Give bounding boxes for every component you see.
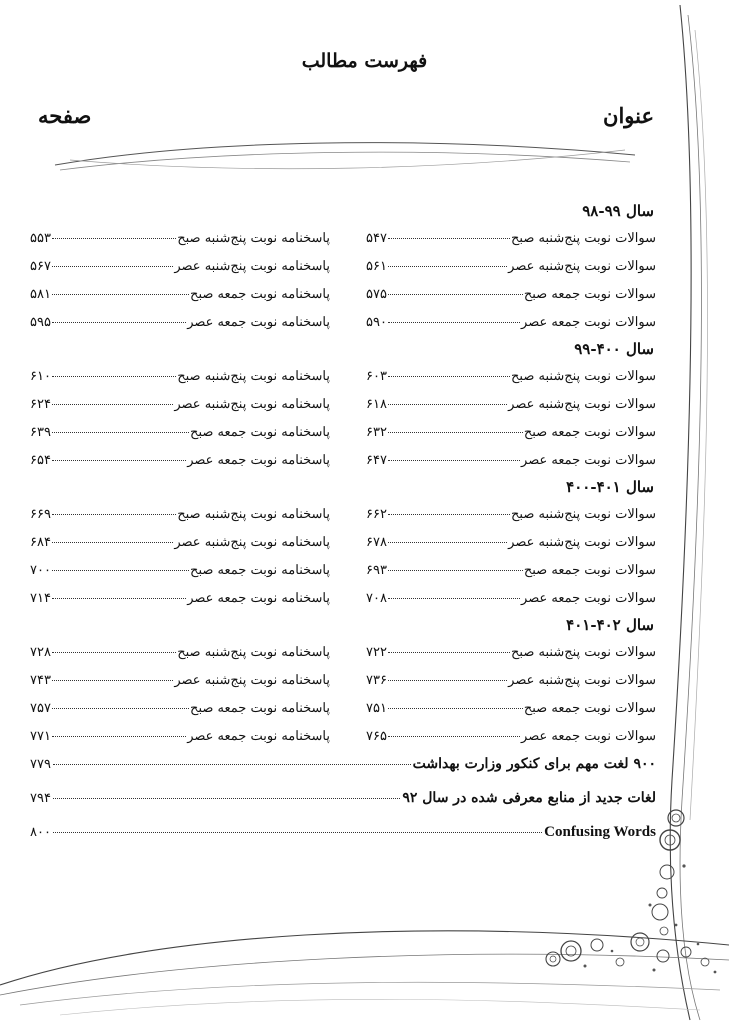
dot-leader <box>388 404 507 405</box>
dot-leader <box>52 652 176 653</box>
answer-label: پاسخنامه نوبت جمعه عصر <box>187 728 330 744</box>
dot-leader <box>53 798 400 799</box>
dot-leader <box>388 238 510 239</box>
answer-page-number: ۵۹۵ <box>30 314 51 330</box>
answer-label: پاسخنامه نوبت پنج‌شنبه صبح <box>177 506 330 522</box>
question-label: سوالات نوبت پنج‌شنبه عصر <box>508 396 656 412</box>
answer-page-number: ۶۶۹ <box>30 506 51 522</box>
question-page-number: ۷۶۵ <box>366 728 387 744</box>
toc-row <box>30 446 656 474</box>
toc-row <box>30 528 656 556</box>
extra-label: ۹۰۰ لغت مهم برای کنکور وزارت بهداشت <box>412 756 656 772</box>
dot-leader <box>52 708 189 709</box>
toc-row <box>30 638 656 666</box>
page-column-header: صفحه <box>38 103 92 128</box>
question-label: سوالات نوبت پنج‌شنبه صبح <box>511 644 656 660</box>
dot-leader <box>388 736 520 737</box>
dot-leader <box>388 542 507 543</box>
answer-page-number: ۷۵۷ <box>30 700 51 716</box>
section-year-heading: سال ۹۹-۹۸ <box>582 202 654 220</box>
answer-page-number: ۶۵۴ <box>30 452 51 468</box>
answer-label: پاسخنامه نوبت جمعه صبح <box>190 700 330 716</box>
toc-row <box>30 666 656 694</box>
section-year-heading: سال ۴۰۰-۹۹ <box>574 340 654 358</box>
dot-leader <box>388 652 510 653</box>
answer-entry[interactable] <box>30 425 330 440</box>
answer-page-number: ۶۲۴ <box>30 396 51 412</box>
question-label: سوالات نوبت پنج‌شنبه صبح <box>511 506 656 522</box>
dot-leader <box>52 680 173 681</box>
answer-entry[interactable] <box>30 397 330 412</box>
answer-page-number: ۵۸۱ <box>30 286 51 302</box>
answer-page-number: ۶۸۴ <box>30 534 51 550</box>
answer-label: پاسخنامه نوبت پنج‌شنبه عصر <box>174 534 330 550</box>
question-label: سوالات نوبت جمعه صبح <box>523 286 656 302</box>
dot-leader <box>53 832 542 833</box>
answer-entry[interactable] <box>30 563 330 578</box>
answer-entry[interactable] <box>30 287 330 302</box>
dot-leader <box>52 376 176 377</box>
question-label: سوالات نوبت جمعه عصر <box>521 452 656 468</box>
dot-leader <box>388 680 507 681</box>
dot-leader <box>388 376 510 377</box>
question-label: سوالات نوبت پنج‌شنبه صبح <box>511 230 656 246</box>
question-entry[interactable] <box>366 397 656 412</box>
answer-label: پاسخنامه نوبت پنج‌شنبه صبح <box>177 644 330 660</box>
question-page-number: ۵۹۰ <box>366 314 387 330</box>
question-entry[interactable] <box>366 425 656 440</box>
extra-entry[interactable] <box>30 818 656 852</box>
question-entry[interactable] <box>366 645 656 660</box>
answer-entry[interactable] <box>30 645 330 660</box>
question-label: سوالات نوبت جمعه عصر <box>521 314 656 330</box>
dot-leader <box>388 514 510 515</box>
dot-leader <box>388 266 507 267</box>
question-entry[interactable] <box>366 315 656 330</box>
dot-leader <box>388 460 520 461</box>
extra-page-number: ۷۹۴ <box>30 791 51 806</box>
extra-label: Confusing Words <box>544 824 656 840</box>
dot-leader <box>388 432 523 433</box>
toc-row <box>30 694 656 722</box>
question-page-number: ۶۳۲ <box>366 424 387 440</box>
answer-entry[interactable] <box>30 259 330 274</box>
answer-entry[interactable] <box>30 701 330 716</box>
question-label: سوالات نوبت جمعه صبح <box>523 424 656 440</box>
question-entry[interactable] <box>366 701 656 716</box>
question-entry[interactable] <box>366 287 656 302</box>
dot-leader <box>52 322 186 323</box>
answer-label: پاسخنامه نوبت جمعه صبح <box>190 562 330 578</box>
year-section <box>30 612 656 750</box>
question-label: سوالات نوبت پنج‌شنبه عصر <box>508 672 656 688</box>
dot-leader <box>53 764 411 765</box>
dot-leader <box>52 266 173 267</box>
dot-leader <box>52 736 186 737</box>
question-label: سوالات نوبت جمعه صبح <box>523 562 656 578</box>
question-entry[interactable] <box>366 259 656 274</box>
dot-leader <box>52 542 173 543</box>
question-page-number: ۶۱۸ <box>366 396 387 412</box>
answer-page-number: ۶۳۹ <box>30 424 51 440</box>
question-page-number: ۶۰۳ <box>366 368 387 384</box>
answer-label: پاسخنامه نوبت جمعه صبح <box>190 286 330 302</box>
year-section <box>30 198 656 336</box>
answer-entry[interactable] <box>30 453 330 468</box>
extra-entry[interactable] <box>30 750 656 784</box>
question-page-number: ۷۳۶ <box>366 672 387 688</box>
answer-label: پاسخنامه نوبت جمعه عصر <box>187 314 330 330</box>
answer-entry[interactable] <box>30 507 330 522</box>
year-section <box>30 336 656 474</box>
answer-page-number: ۷۲۸ <box>30 644 51 660</box>
toc-row <box>30 584 656 612</box>
question-page-number: ۶۴۷ <box>366 452 387 468</box>
dot-leader <box>52 238 176 239</box>
toc-row <box>30 252 656 280</box>
question-label: سوالات نوبت جمعه عصر <box>521 728 656 744</box>
question-entry[interactable] <box>366 453 656 468</box>
dot-leader <box>388 322 520 323</box>
question-page-number: ۵۴۷ <box>366 230 387 246</box>
toc-row <box>30 418 656 446</box>
question-entry[interactable] <box>366 507 656 522</box>
question-entry[interactable] <box>366 369 656 384</box>
answer-entry[interactable] <box>30 591 330 606</box>
dot-leader <box>52 460 186 461</box>
dot-leader <box>52 598 186 599</box>
answer-label: پاسخنامه نوبت پنج‌شنبه عصر <box>174 396 330 412</box>
dot-leader <box>52 432 189 433</box>
answer-entry[interactable] <box>30 729 330 744</box>
question-page-number: ۶۶۲ <box>366 506 387 522</box>
toc-row <box>30 722 656 750</box>
answer-label: پاسخنامه نوبت جمعه عصر <box>187 452 330 468</box>
answer-label: پاسخنامه نوبت پنج‌شنبه صبح <box>177 230 330 246</box>
toc-row <box>30 362 656 390</box>
toc-row <box>30 280 656 308</box>
extra-entry[interactable] <box>30 784 656 818</box>
answer-label: پاسخنامه نوبت پنج‌شنبه عصر <box>174 258 330 274</box>
question-entry[interactable] <box>366 535 656 550</box>
dot-leader <box>52 570 189 571</box>
dot-leader <box>52 404 173 405</box>
answer-page-number: ۶۱۰ <box>30 368 51 384</box>
title-column-header: عنوان <box>603 103 654 128</box>
answer-entry[interactable] <box>30 231 330 246</box>
extra-page-number: ۷۷۹ <box>30 757 51 772</box>
answer-page-number: ۷۴۳ <box>30 672 51 688</box>
question-page-number: ۵۶۱ <box>366 258 387 274</box>
dot-leader <box>388 570 523 571</box>
dot-leader <box>388 598 520 599</box>
dot-leader <box>388 708 523 709</box>
question-entry[interactable] <box>366 729 656 744</box>
answer-entry[interactable] <box>30 535 330 550</box>
answer-page-number: ۷۷۱ <box>30 728 51 744</box>
answer-entry[interactable] <box>30 673 330 688</box>
question-label: سوالات نوبت جمعه صبح <box>523 700 656 716</box>
toc-row <box>30 308 656 336</box>
toc-row <box>30 500 656 528</box>
answer-label: پاسخنامه نوبت پنج‌شنبه عصر <box>174 672 330 688</box>
extra-page-number: ۸۰۰ <box>30 825 51 840</box>
answer-entry[interactable] <box>30 315 330 330</box>
section-year-heading: سال ۴۰۲-۴۰۱ <box>566 616 654 634</box>
extra-label: لغات جدید از منابع معرفی شده در سال ۹۲ <box>402 790 656 806</box>
answer-label: پاسخنامه نوبت پنج‌شنبه صبح <box>177 368 330 384</box>
dot-leader <box>52 294 189 295</box>
question-entry[interactable] <box>366 673 656 688</box>
answer-entry[interactable] <box>30 369 330 384</box>
answer-label: پاسخنامه نوبت جمعه صبح <box>190 424 330 440</box>
question-entry[interactable] <box>366 563 656 578</box>
toc-row <box>30 390 656 418</box>
question-entry[interactable] <box>366 591 656 606</box>
question-page-number: ۶۹۳ <box>366 562 387 578</box>
year-section <box>30 474 656 612</box>
answer-label: پاسخنامه نوبت جمعه عصر <box>187 590 330 606</box>
question-label: سوالات نوبت پنج‌شنبه عصر <box>508 258 656 274</box>
toc-row <box>30 224 656 252</box>
dot-leader <box>52 514 176 515</box>
question-label: سوالات نوبت پنج‌شنبه عصر <box>508 534 656 550</box>
question-page-number: ۷۰۸ <box>366 590 387 606</box>
question-entry[interactable] <box>366 231 656 246</box>
question-page-number: ۷۵۱ <box>366 700 387 716</box>
question-label: سوالات نوبت پنج‌شنبه صبح <box>511 368 656 384</box>
question-page-number: ۶۷۸ <box>366 534 387 550</box>
dot-leader <box>388 294 523 295</box>
toc-body <box>30 198 656 852</box>
answer-page-number: ۷۱۴ <box>30 590 51 606</box>
answer-page-number: ۵۵۳ <box>30 230 51 246</box>
toc-row <box>30 556 656 584</box>
answer-page-number: ۷۰۰ <box>30 562 51 578</box>
question-page-number: ۷۲۲ <box>366 644 387 660</box>
page-title: فهرست مطالب <box>301 50 428 72</box>
question-page-number: ۵۷۵ <box>366 286 387 302</box>
answer-page-number: ۵۶۷ <box>30 258 51 274</box>
question-label: سوالات نوبت جمعه عصر <box>521 590 656 606</box>
section-year-heading: سال ۴۰۱-۴۰۰ <box>566 478 654 496</box>
